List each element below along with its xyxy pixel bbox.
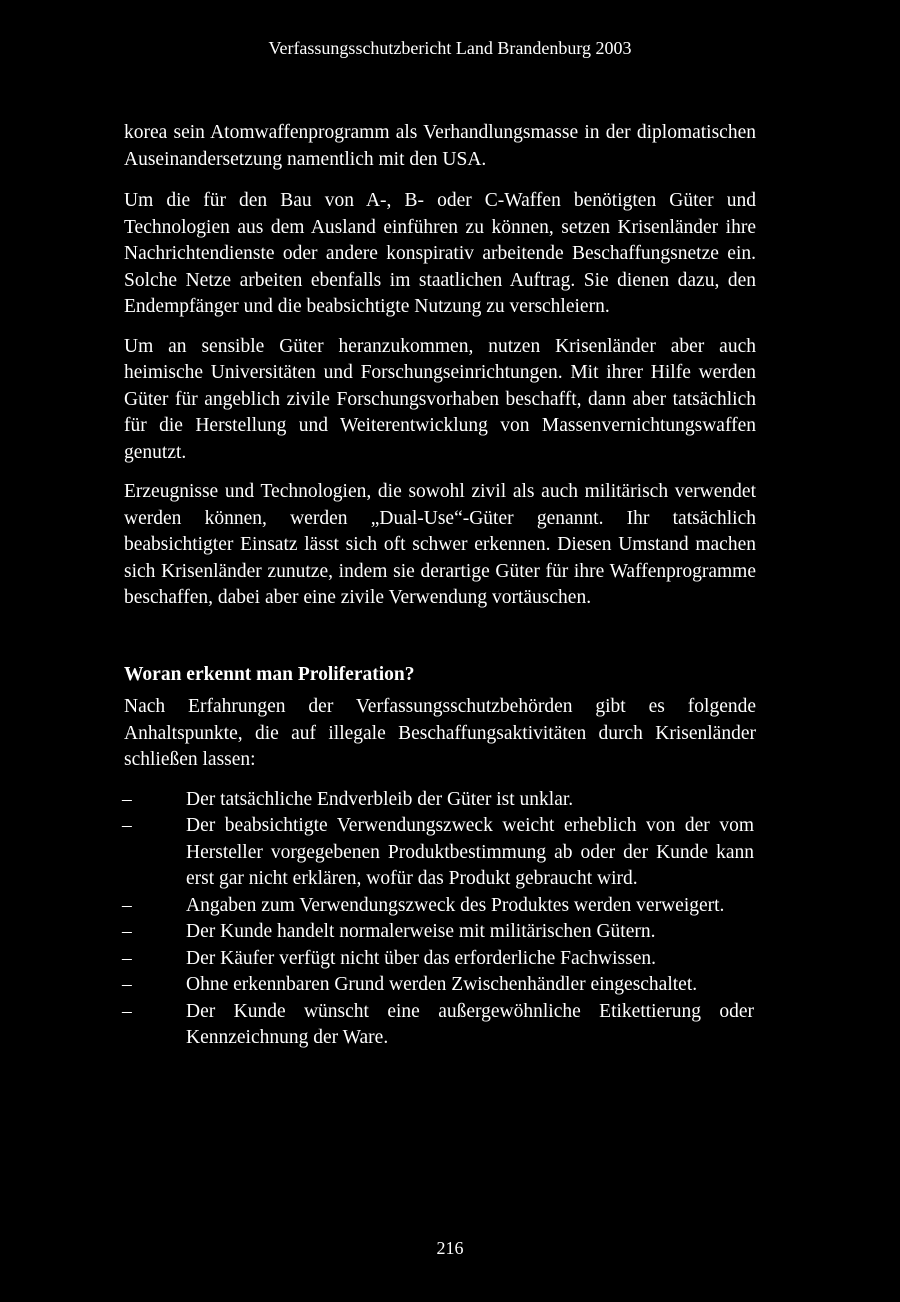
section-heading: Woran erkennt man Proliferation? bbox=[124, 663, 415, 685]
dash-marker: – bbox=[122, 921, 132, 942]
indicator-list bbox=[122, 787, 754, 1052]
list-item bbox=[122, 919, 754, 946]
list-item-text: Ohne erkennbaren Grund werden Zwischenhändler eingeschaltet. bbox=[186, 974, 698, 995]
section-intro: Nach Erfahrungen der Verfassungsschutzbehörden gibt es folgende Anhaltspunkte, die auf illegale Beschaffungsaktivitäten durch Krisenländer schließen lassen: bbox=[124, 696, 756, 770]
dash-marker: – bbox=[122, 947, 132, 969]
list-item bbox=[122, 787, 754, 814]
paragraph-1: korea sein Atomwaffenprogramm als Verhandlungsmasse in der diplomatischen Auseinandersetzung namentlich mit den USA. bbox=[124, 122, 756, 170]
dash-marker: – bbox=[122, 788, 132, 810]
dash-marker: – bbox=[122, 815, 132, 836]
list-item bbox=[122, 893, 754, 920]
list-item bbox=[122, 813, 754, 893]
list-item-text: Der Kunde wünscht eine außergewöhnliche Etikettierung oder Kennzeichnung der Ware. bbox=[186, 1000, 754, 1048]
dash-marker: – bbox=[122, 1000, 132, 1022]
paragraph-3: Um an sensible Güter heranzukommen, nutzen Krisenländer aber auch heimische Universitäten und Forschungseinrichtungen. Mit ihrer Hilfe werden Güter für angeblich zivile Forschungsvorhaben beschafft, dann aber tatsächlich für die Herstellung und Weiterentwicklung von Massenvernichtungswaffen genutzt. bbox=[124, 335, 756, 463]
list-item-text: Der beabsichtigte Verwendungszweck weicht erheblich von der vom Hersteller vorgegebenen Produktbestimmung ab oder der Kunde kann erst gar nicht erklären, wofür das Produkt gebraucht wird. bbox=[186, 815, 754, 889]
page-number: 216 bbox=[436, 1238, 464, 1258]
list-item bbox=[122, 972, 754, 999]
page-content bbox=[124, 120, 756, 1052]
paragraph-2: Um die für den Bau von A-, B- oder C-Waffen benötigten Güter und Technologien aus dem Ausland einführen zu können, setzen Krisenländer ihre Nachrichtendienste oder andere konspirativ arbeitende Beschaffungsnetze ein. Solche Netze arbeiten ebenfalls im staatlichen Auftrag. Sie dienen dazu, den Endempfänger und die beabsichtigte Nutzung zu verschleiern. bbox=[124, 190, 756, 317]
list-item-text: Der Kunde handelt normalerweise mit militärischen Gütern. bbox=[186, 921, 656, 942]
list-item-text: Der tatsächliche Endverbleib der Güter ist unklar. bbox=[186, 788, 574, 810]
list-item bbox=[122, 999, 754, 1052]
dash-marker: – bbox=[122, 974, 132, 995]
dash-marker: – bbox=[122, 894, 132, 916]
list-item-text: Angaben zum Verwendungszweck des Produktes werden verweigert. bbox=[186, 894, 725, 916]
page-header: Verfassungsschutzbericht Land Brandenburg 2003 bbox=[268, 38, 632, 58]
list-item bbox=[122, 946, 754, 973]
list-item-text: Der Käufer verfügt nicht über das erforderliche Fachwissen. bbox=[186, 947, 656, 969]
paragraph-4: Erzeugnisse und Technologien, die sowohl zivil als auch militärisch verwendet werden können, werden „Dual-Use“-Güter genannt. Ihr tatsächlich beabsichtigter Einsatz lässt sich oft schwer erkennen. Diesen Umstand machen sich Krisenländer zunutze, indem sie derartige Güter für ihre Waffenprogramme beschaffen, dabei aber eine zivile Verwendung vortäuschen. bbox=[124, 481, 756, 608]
